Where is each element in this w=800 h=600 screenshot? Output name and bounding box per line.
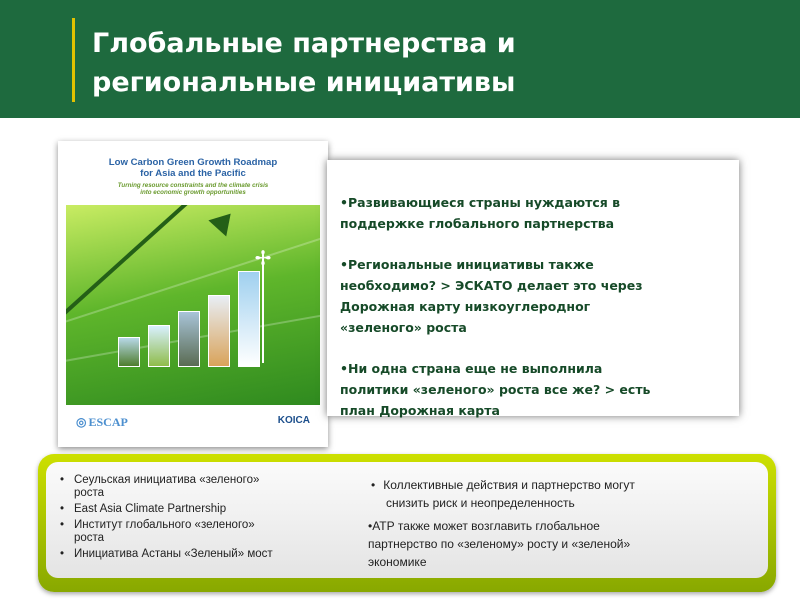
- apr-paragraph: [356, 517, 716, 571]
- partnership-text: [356, 476, 716, 571]
- initiative-text: Институт глобального «зеленого»: [74, 519, 255, 531]
- report-cover-image: [58, 141, 328, 447]
- slide-title: [92, 24, 782, 102]
- header-accent-bar: [72, 18, 75, 102]
- slide-header: [0, 0, 800, 118]
- bullet-line: «зеленого» роста: [340, 319, 467, 335]
- initiative-text: East Asia Climate Partnership: [74, 503, 227, 515]
- cover-heading: [66, 149, 320, 205]
- report-cover: [66, 149, 320, 439]
- cover-footer: [66, 405, 320, 439]
- partnership-line: Коллективные действия и партнерство могут: [383, 478, 635, 492]
- initiative-text: роста: [74, 532, 105, 544]
- bullet-list: [336, 193, 716, 421]
- bullet-dot: •: [60, 474, 65, 486]
- initiative-item: [58, 548, 328, 561]
- initiative-text: Сеульская инициатива «зеленого»: [74, 474, 260, 486]
- bullet-item: [336, 193, 716, 234]
- bullet-dot: •: [371, 478, 376, 492]
- growth-arrow-head: [208, 206, 239, 237]
- cover-illustration: [66, 205, 320, 405]
- bullet-dot: •: [60, 519, 65, 531]
- growth-bar-photo: [178, 311, 200, 367]
- growth-bar-photo: [148, 325, 170, 367]
- initiative-item: [58, 519, 328, 545]
- turbine-blades-icon: ✢: [254, 246, 272, 270]
- bullet-line: •Развивающиеся страны нуждаются в: [340, 195, 621, 210]
- initiative-item: [58, 474, 328, 500]
- growth-bar-photo: [238, 271, 260, 367]
- koica-logo: KOICA: [277, 415, 310, 426]
- bullet-line: политики «зеленого» роста все же? > есть: [340, 381, 651, 397]
- title-line-1: Глобальные партнерства и: [92, 28, 516, 59]
- partnership-paragraph: [356, 476, 716, 512]
- cover-subtitle: Turning resource constraints and the climate crisis into economic growth opportunities: [117, 182, 269, 196]
- growth-arrow: [66, 205, 215, 320]
- bullet-line: •Региональные инициативы также: [340, 257, 594, 273]
- initiatives-list: [58, 474, 328, 564]
- growth-bar-photo: [118, 337, 140, 367]
- bullet-line: необходимо? > ЭСКАТО делает это через: [340, 278, 643, 294]
- bullet-item: [336, 255, 716, 338]
- apr-line: экономике: [368, 555, 427, 569]
- title-line-2: региональные инициативы: [92, 67, 516, 98]
- bullet-dot: •: [60, 503, 65, 515]
- bullet-dot: •: [60, 548, 65, 560]
- bullet-line: Дорожная карту низкоуглеродног: [340, 298, 591, 314]
- initiative-item: [58, 503, 328, 516]
- escap-logo: ◎ ESCAP: [76, 415, 128, 430]
- wind-turbine-icon: [262, 255, 264, 363]
- partnership-line: снизить риск и неопределенность: [386, 496, 575, 510]
- initiative-text: роста: [74, 487, 105, 499]
- bullet-line: поддержке глобального партнерства: [340, 215, 615, 231]
- initiative-text: Инициатива Астаны «Зеленый» мост: [74, 548, 273, 560]
- bullet-item: [336, 359, 716, 421]
- bullet-line: •Ни одна страна еще не выполнила: [340, 361, 603, 377]
- cover-title: Low Carbon Green Growth Roadmap for Asia and the Pacific: [108, 157, 278, 179]
- bullet-line: план Дорожная карта: [340, 402, 500, 418]
- apr-line: партнерство по «зеленому» росту и «зеленой»: [368, 537, 631, 551]
- apr-line: •АТР также может возглавить глобальное: [368, 519, 600, 533]
- growth-bar-photo: [208, 295, 230, 367]
